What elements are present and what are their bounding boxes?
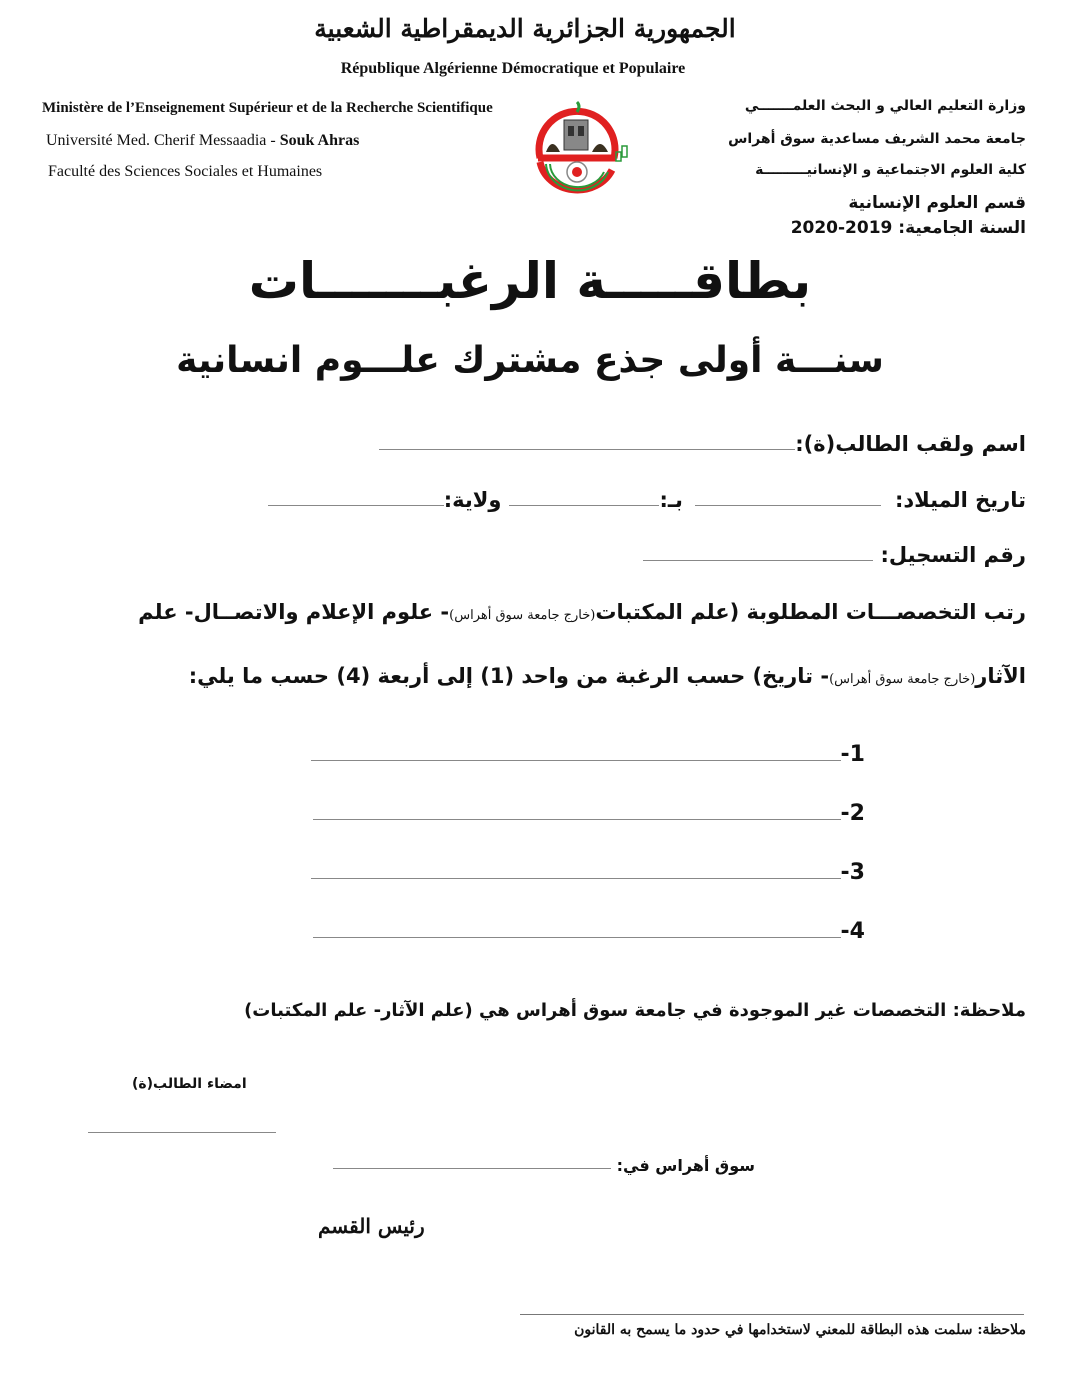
ministry-ar: وزارة التعليم العالي و البحث العلمـــــــي xyxy=(744,98,1026,114)
university-logo-icon xyxy=(522,100,632,200)
republic-title-fr: République Algérienne Démocratique et Populaire xyxy=(340,60,686,77)
student-signature-line[interactable] xyxy=(88,1132,276,1133)
birth-place-label: بـ: xyxy=(659,488,683,512)
rank-number: -4 xyxy=(840,919,865,944)
student-name-label: اسم ولقب الطالب(ة): xyxy=(795,432,1026,456)
department-ar: قسم العلوم الإنسانية xyxy=(848,193,1026,213)
student-name-field xyxy=(379,432,1026,456)
rank-item-3 xyxy=(311,860,865,885)
department-head-label: رئيس القسم xyxy=(318,1214,425,1238)
birth-date-input-line[interactable] xyxy=(695,504,881,506)
rank-input-line[interactable] xyxy=(311,877,841,879)
place-date-field xyxy=(333,1156,755,1175)
birth-date-label: تاريخ الميلاد: xyxy=(894,488,1026,512)
instructions-outside-1: (خارج جامعة سوق أهراس) xyxy=(449,608,596,623)
faculty-ar: كلية العلوم الاجتماعية و الإنسانيـــــــــة xyxy=(755,162,1026,178)
rank-input-line[interactable] xyxy=(313,818,841,820)
faculty-fr: Faculté des Sciences Sociales et Humaines xyxy=(48,163,323,180)
footer-note: ملاحظة: سلمت هذه البطاقة للمعني لاستخدامها في حدود ما يسمح به القانون xyxy=(574,1322,1026,1338)
rank-number: -2 xyxy=(840,801,865,826)
wilaya-input-line[interactable] xyxy=(268,504,444,506)
instructions-outside-2: (خارج جامعة سوق أهراس) xyxy=(829,672,976,687)
student-name-input-line[interactable] xyxy=(379,448,795,450)
page-subtitle: سنـــة أولى جذع مشترك علـــوم انسانية xyxy=(176,340,884,381)
academic-year xyxy=(791,218,1026,238)
republic-title-ar: الجمهورية الجزائرية الديمقراطية الشعبية xyxy=(314,14,736,43)
place-date-input-line[interactable] xyxy=(333,1167,611,1169)
place-label: سوق أهراس في: xyxy=(616,1156,755,1175)
registration-field xyxy=(643,543,1027,567)
instructions-part-2: - علوم الإعلام والاتصــال- علم الآثار xyxy=(138,600,1026,688)
rank-input-line[interactable] xyxy=(311,759,841,761)
registration-input-line[interactable] xyxy=(643,559,873,561)
university-fr-city: Souk Ahras xyxy=(279,132,360,149)
instructions-paragraph xyxy=(66,582,1026,710)
instructions-part-3: - تاريخ) حسب الرغبة من واحد (1) إلى أربعة (4) حسب ما يلي: xyxy=(188,664,830,688)
ministry-fr: Ministère de l’Enseignement Supérieur et de la Recherche Scientifique xyxy=(42,100,493,116)
university-ar: جامعة محمد الشريف مساعدية سوق أهراس xyxy=(728,131,1026,147)
academic-year-label: السنة الجامعية: xyxy=(898,218,1026,238)
academic-year-value: 2020-2019 xyxy=(790,218,893,238)
instructions-part-1: رتب التخصصـــات المطلوبة (علم المكتبات xyxy=(595,600,1026,624)
specialties-note: ملاحظة: التخصصات غير الموجودة في جامعة سوق أهراس هي (علم الآثار- علم المكتبات) xyxy=(244,1000,1026,1021)
wilaya-label: ولاية: xyxy=(443,488,502,512)
page-title: بطاقـــــة الرغبـــــــات xyxy=(248,252,812,310)
rank-number: -1 xyxy=(840,742,865,767)
birth-info-field xyxy=(268,488,1026,512)
rank-number: -3 xyxy=(840,860,865,885)
rank-item-4 xyxy=(313,919,865,944)
rank-item-1 xyxy=(311,742,865,767)
university-fr xyxy=(46,132,359,150)
birth-place-input-line[interactable] xyxy=(509,504,659,506)
rank-input-line[interactable] xyxy=(313,936,841,938)
registration-label: رقم التسجيل: xyxy=(880,543,1026,567)
footer-divider xyxy=(520,1314,1024,1315)
student-signature-label: امضاء الطالب(ة) xyxy=(132,1076,247,1092)
rank-item-2 xyxy=(313,801,865,826)
university-fr-name: Université Med. Cherif Messaadia - xyxy=(46,132,280,149)
